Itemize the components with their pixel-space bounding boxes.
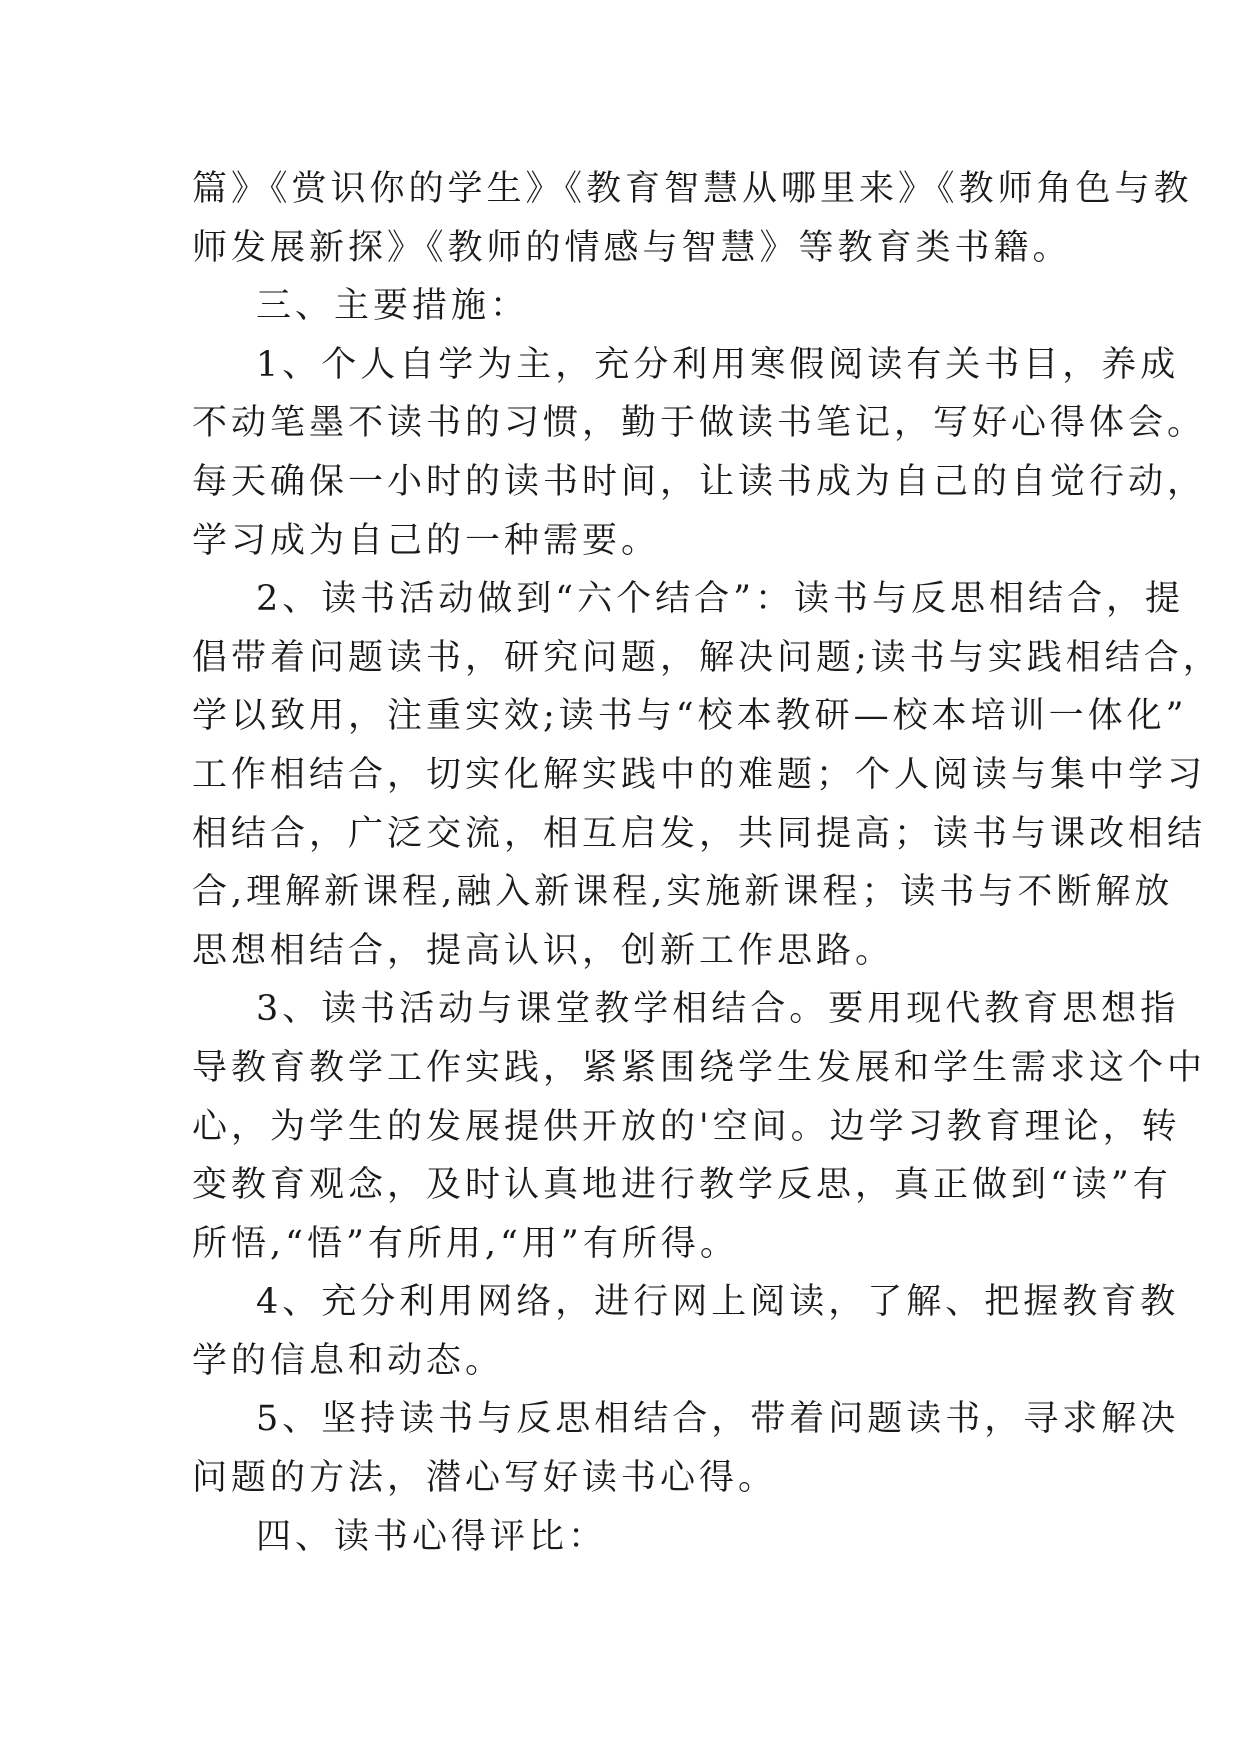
text-line: 学习成为自己的一种需要。 [192,520,661,561]
text-line: 合,理解新课程,融入新课程,实施新课程；读书与不断解放 [192,872,1174,913]
text-line: 问题的方法，潜心写好读书心得。 [192,1458,778,1499]
text-line: 每天确保一小时的读书时间，让读书成为自己的自觉行动， [192,461,1207,502]
text-line: 学以致用，注重实效;读书与“校本教研—校本培训一体化” [192,696,1188,737]
text-line: 变教育观念，及时认真地进行教学反思，真正做到“读”有 [192,1165,1172,1206]
text-line: 1、个人自学为主，充分利用寒假阅读有关书目，养成 [256,344,1180,385]
document-body [192,160,1222,1566]
text-line: 篇》《赏识你的学生》《教育智慧从哪里来》《教师角色与教 [192,169,1193,209]
text-line: 四、读书心得评比： [256,1516,608,1557]
text-line: 相结合，广泛交流，相互启发，共同提高；读书与课改相结 [192,813,1207,854]
text-line: 不动笔墨不读书的习惯，勤于做读书笔记，写好心得体会。 [192,403,1207,444]
text-line: 学的信息和动态。 [192,1340,505,1381]
text-line: 4、充分利用网络，进行网上阅读，了解、把握教育教 [256,1282,1180,1323]
text-line: 思想相结合，提高认识，创新工作思路。 [192,930,895,971]
text-line: 心，为学生的发展提供开放的'空间。边学习教育理论，转 [192,1106,1181,1147]
text-line: 2、读书活动做到“六个结合”：读书与反思相结合，提 [256,579,1185,620]
text-line: 3、读书活动与课堂教学相结合。要用现代教育思想指 [256,989,1180,1030]
text-line: 导教育教学工作实践，紧紧围绕学生发展和学生需求这个中 [192,1047,1207,1088]
text-line: 三、主要措施： [256,286,530,327]
text-line: 所悟,“悟”有所用,“用”有所得。 [192,1223,739,1264]
text-line: 倡带着问题读书，研究问题，解决问题;读书与实践相结合， [192,637,1222,678]
text-line: 工作相结合，切实化解实践中的难题；个人阅读与集中学习 [192,754,1207,795]
text-line: 师发展新探》《教师的情感与智慧》等教育类书籍。 [192,227,1072,268]
text-line: 5、坚持读书与反思相结合，带着问题读书，寻求解决 [256,1399,1180,1440]
